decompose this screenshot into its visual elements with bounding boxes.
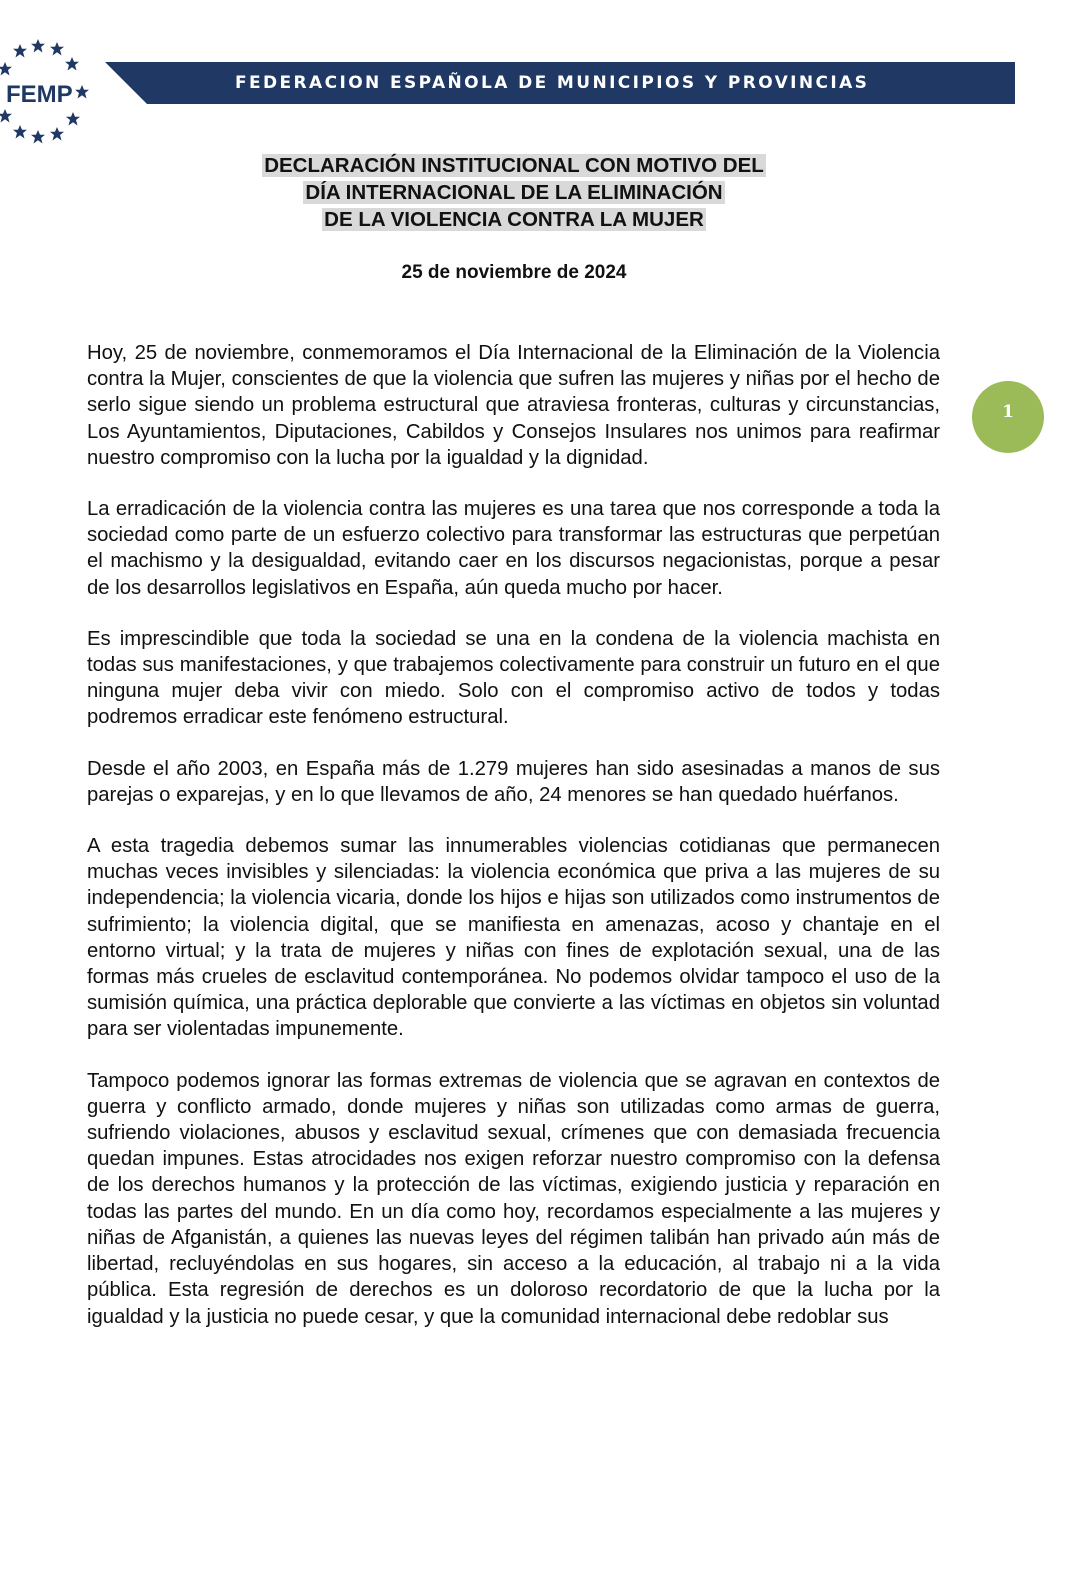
banner-title: FEDERACION ESPAÑOLA DE MUNICIPIOS Y PROVINCIAS: [235, 73, 870, 93]
paragraph: Hoy, 25 de noviembre, conmemoramos el Día Internacional de la Eliminación de la Violencia contra la Mujer, conscientes de que la violencia que sufren las mujeres y niñas por el hecho de serlo sigue siendo un problema estructural que atraviesa fronteras, culturas y circunstancias, Los Ayuntamientos, Diputaciones, Cabildos y Consejos Insulares nos unimos para reafirmar nuestro compromiso con la lucha por la igualdad y la dignidad.: [87, 342, 940, 469]
paragraph: Tampoco podemos ignorar las formas extremas de violencia que se agravan en contextos de guerra y conflicto armado, donde mujeres y niñas son utilizadas como armas de guerra, sufriendo violaciones, abusos y esclavitud sexual, crímenes que con demasiada frecuencia quedan impunes. Estas atrocidades nos exigen reforzar nuestro compromiso con la defensa de los derechos humanos y la protección de las víctimas, exigiendo justicia y reparación en todas las partes del mundo. En un día como hoy, recordamos especialmente a las mujeres y niñas de Afganistán, a quienes las nuevas leyes del régimen talibán han privado aún más de libertad, recluyéndolas en sus hogares, sin acceso a la educación, al trabajo ni a la vida pública. Esta regresión de derechos es un doloroso recordatorio de que la lucha por la igualdad y la justicia no puede cesar, y que la comunidad internacional debe redoblar sus: [87, 1069, 940, 1328]
title-line: DÍA INTERNACIONAL DE LA ELIMINACIÓN: [305, 181, 723, 204]
paragraph: Desde el año 2003, en España más de 1.279 mujeres han sido asesinadas a manos de sus parejas o exparejas, y en lo que llevamos de año, 24 menores se han quedado huérfanos.: [87, 757, 940, 806]
star-ring-icon: [0, 36, 110, 148]
paragraph: A esta tragedia debemos sumar las innumerables violencias cotidianas que permanecen muchas veces invisibles y silenciadas: la violencia económica que priva a las mujeres de su independencia; la violencia vicaria, donde los hijos e hijas son utilizados como instrumentos de sufrimiento; la violencia digital, que se manifiesta en amenazas, acoso y chantaje en el entorno virtual; y la trata de mujeres y niñas con fines de explotación sexual, una de las formas más crueles de esclavitud contemporánea. No podemos olvidar tampoco el uso de la sumisión química, una práctica deplorable que convierte a las víctimas en objetos sin voluntad para ser violentadas impunemente.: [87, 835, 940, 1041]
document-body: [87, 340, 940, 1355]
paragraph: La erradicación de la violencia contra las mujeres es una tarea que nos corresponde a toda la sociedad como parte de un esfuerzo colectivo para transformar las estructuras que perpetúan el machismo y la desigualdad, evitando caer en los discursos negacionistas, porque a pesar de los desarrollos legislativos en España, aún queda mucho por hacer.: [87, 498, 940, 599]
header-banner: [105, 62, 1015, 104]
logo-text: FEMP: [6, 81, 73, 108]
page-number-badge: 1: [972, 381, 1044, 453]
paragraph: Es imprescindible que toda la sociedad se una en la condena de la violencia machista en todas sus manifestaciones, y que trabajemos colectivamente para construir un futuro en el que ninguna mujer deba vivir con miedo. Solo con el compromiso activo de todos y todas podremos erradicar este fenómeno estructural.: [87, 627, 940, 729]
femp-logo: [0, 36, 110, 148]
document-title: [0, 152, 1028, 233]
title-line: DECLARACIÓN INSTITUCIONAL CON MOTIVO DEL: [264, 154, 764, 177]
document-date: 25 de noviembre de 2024: [401, 262, 627, 283]
title-line: DE LA VIOLENCIA CONTRA LA MUJER: [324, 208, 704, 231]
